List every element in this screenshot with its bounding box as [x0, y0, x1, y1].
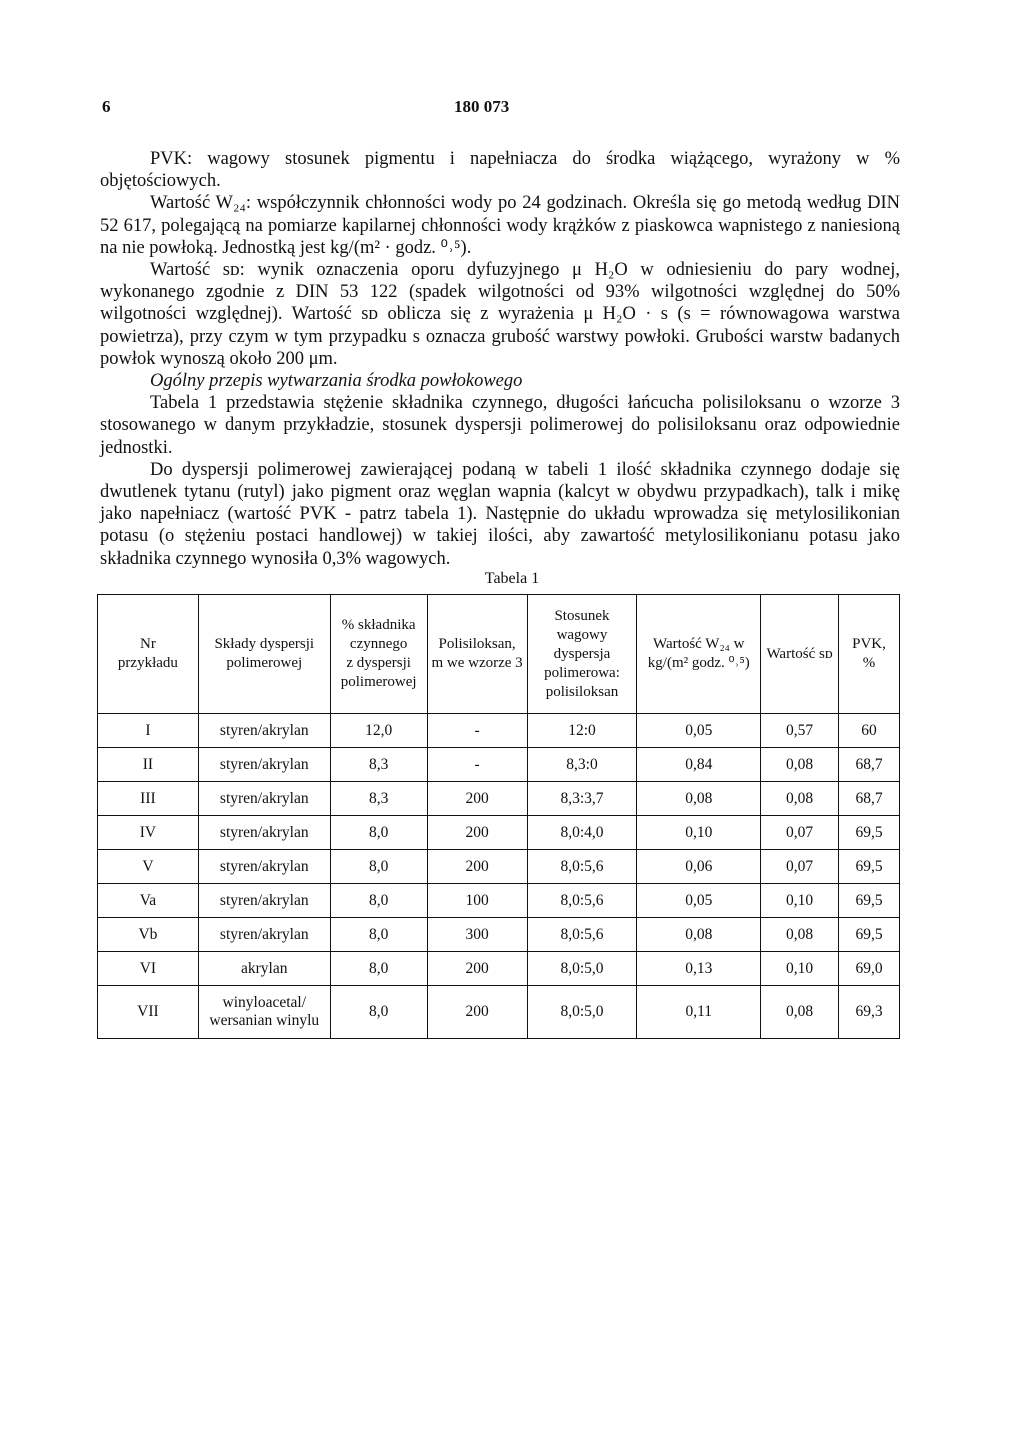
cell-procent: 8,0 [330, 986, 427, 1039]
cell-sklad: styren/akrylan [198, 918, 330, 952]
header-line: z dyspersji [346, 655, 411, 671]
cell-w24: 0,11 [637, 986, 761, 1039]
header-line: polisiloksan [545, 683, 619, 700]
cell-pvk: 69,5 [839, 884, 900, 918]
cell-pvk: 69,0 [839, 952, 900, 986]
body-text [100, 148, 900, 570]
header-line: m we wzorze 3 [431, 655, 523, 671]
cell-sklad: styren/akrylan [198, 884, 330, 918]
cell-pvk: 60 [839, 714, 900, 748]
cell-procent: 8,0 [330, 952, 427, 986]
header-sklady [198, 595, 330, 714]
header-line: % składnika [341, 617, 416, 633]
header-sd [761, 595, 839, 714]
header-procent [330, 595, 427, 714]
table-row [98, 952, 900, 986]
cell-m: 200 [427, 986, 527, 1039]
cell-m: 200 [427, 782, 527, 816]
cell-pvk: 69,3 [839, 986, 900, 1039]
cell-w24: 0,05 [637, 714, 761, 748]
cell-pvk: 69,5 [839, 816, 900, 850]
cell-nr: VII [98, 986, 199, 1039]
cell-sd: 0,07 [761, 850, 839, 884]
table-row [98, 748, 900, 782]
cell-nr: VI [98, 952, 199, 986]
cell-procent: 8,0 [330, 850, 427, 884]
header-stosunek [527, 595, 637, 714]
document-number: 180 073 [454, 97, 510, 116]
table-row [98, 816, 900, 850]
cell-nr: Va [98, 884, 199, 918]
paragraph-table-intro: Tabela 1 przedstawia stężenie składnika czynnego, długości łańcucha polisiloksanu o wzorze 3 stosowanego w danym przykładzie, stosunek dyspersji polimerowej do polisiloksanu oraz odpowiednie jednostki. [100, 393, 900, 458]
paragraph-procedure: Do dyspersji polimerowej zawierającej podaną w tabeli 1 ilość składnika czynnego dodaje się dwutlenek tytanu (rutyl) jako pigment oraz węglan wapnia (kalcyt w obydwu przypadkach), talk i mikę jako napełniacz (wartość PVK - patrz tabela 1). Następnie do układu wprowadza się metylosilikonian potasu (o stężeniu postaci handlowej) w takiej ilości, aby zawartość metylosilikonianu potasu jako składnika czynnego wynosiła 0,3% wagowych. [100, 459, 900, 569]
cell-w24: 0,05 [637, 884, 761, 918]
table-row [98, 884, 900, 918]
header-line: dyspersja [553, 645, 611, 662]
header-line: Stosunek [554, 607, 610, 624]
cell-sklad: styren/akrylan [198, 850, 330, 884]
header-line: PVK, [852, 636, 886, 652]
table-row [98, 850, 900, 884]
header-pvk [839, 595, 900, 714]
header-line: czynnego [349, 636, 408, 652]
header-line: Wartość W₂₄ w [653, 636, 745, 652]
header-line: Polisiloksan, [438, 636, 516, 652]
cell-stosunek: 8,0:5,6 [527, 884, 637, 918]
cell-sd: 0,07 [761, 816, 839, 850]
cell-m: 100 [427, 884, 527, 918]
cell-stosunek: 8,0:5,0 [527, 952, 637, 986]
cell-procent: 8,0 [330, 884, 427, 918]
cell-sd: 0,08 [761, 782, 839, 816]
cell-w24: 0,06 [637, 850, 761, 884]
cell-stosunek: 8,3:0 [527, 748, 637, 782]
cell-m: - [427, 714, 527, 748]
cell-procent: 12,0 [330, 714, 427, 748]
cell-procent: 8,0 [330, 918, 427, 952]
paragraph-w24: Wartość W₂₄: współczynnik chłonności wody po 24 godzinach. Określa się go metodą według DIN 52 617, polegającą na pomiarze kapilarnej chłonności wody krążków z piaskowca wapnistego z naniesioną na nie powłoką. Jednostką jest kg/(m² · godz. ⁰˒⁵). [100, 193, 900, 258]
cell-pvk: 68,7 [839, 782, 900, 816]
cell-nr: II [98, 748, 199, 782]
table-row [98, 782, 900, 816]
cell-m: 200 [427, 952, 527, 986]
cell-procent: 8,0 [330, 816, 427, 850]
data-table [97, 594, 900, 1039]
header-w24 [637, 595, 761, 714]
cell-stosunek: 8,0:5,6 [527, 850, 637, 884]
header-nr [98, 595, 199, 714]
header-line: przykładu [117, 655, 178, 671]
header-line: % [862, 655, 876, 671]
cell-procent: 8,3 [330, 782, 427, 816]
cell-sd: 0,08 [761, 748, 839, 782]
cell-stosunek: 8,0:5,6 [527, 918, 637, 952]
header-line: polimerowej [226, 655, 303, 671]
header-line: wagowy [556, 626, 608, 643]
cell-stosunek: 8,0:4,0 [527, 816, 637, 850]
cell-nr: III [98, 782, 199, 816]
header-line: Wartość sᴅ [766, 645, 833, 662]
page-number: 6 [102, 97, 111, 116]
header-line: kg/(m² godz. ⁰˒⁵) [647, 655, 750, 671]
section-heading: Ogólny przepis wytwarzania środka powłokowego [150, 371, 523, 392]
paragraph-sd: Wartość sᴅ: wynik oznaczenia oporu dyfuzyjnego μ H₂O w odniesieniu do pary wodnej, wykonanego zgodnie z DIN 53 122 (spadek wilgotności od 93% wilgotności względnej do 50% wilgotności względnej). Wartość sᴅ oblicza się z wyrażenia μ H₂O · s (s = równowagowa warstwa powietrza), przy czym w tym przypadku s oznacza grubość warstwy powłoki. Grubości warstw badanych powłok wynoszą około 200 μm. [100, 260, 900, 369]
cell-sklad: akrylan [198, 952, 330, 986]
cell-nr: IV [98, 816, 199, 850]
cell-sd: 0,08 [761, 918, 839, 952]
table-row [98, 714, 900, 748]
cell-w24: 0,84 [637, 748, 761, 782]
table-caption: Tabela 1 [484, 570, 540, 587]
cell-pvk: 68,7 [839, 748, 900, 782]
paragraph-pvk: PVK: wagowy stosunek pigmentu i napełniacza do środka wiążącego, wyrażony w % objętościowych. [100, 149, 900, 192]
table-header-row [98, 595, 900, 714]
cell-stosunek: 8,3:3,7 [527, 782, 637, 816]
cell-nr: V [98, 850, 199, 884]
cell-pvk: 69,5 [839, 918, 900, 952]
header-line: polimerowej [340, 674, 417, 690]
table-row [98, 986, 900, 1039]
cell-stosunek: 8,0:5,0 [527, 986, 637, 1039]
cell-sklad: winyloacetal/ wersanian winylu [198, 986, 330, 1039]
cell-stosunek: 12:0 [527, 714, 637, 748]
header-polisiloksan [427, 595, 527, 714]
cell-sd: 0,08 [761, 986, 839, 1039]
cell-sd: 0,10 [761, 884, 839, 918]
cell-m: - [427, 748, 527, 782]
cell-m: 200 [427, 816, 527, 850]
cell-sklad: styren/akrylan [198, 748, 330, 782]
table-row [98, 918, 900, 952]
cell-w24: 0,08 [637, 782, 761, 816]
cell-m: 200 [427, 850, 527, 884]
cell-m: 300 [427, 918, 527, 952]
cell-nr: I [98, 714, 199, 748]
header-line: Składy dyspersji [214, 636, 315, 652]
cell-sklad: styren/akrylan [198, 782, 330, 816]
cell-pvk: 69,5 [839, 850, 900, 884]
cell-sd: 0,10 [761, 952, 839, 986]
cell-w24: 0,10 [637, 816, 761, 850]
cell-sd: 0,57 [761, 714, 839, 748]
header-line: Nr [140, 636, 156, 652]
cell-w24: 0,13 [637, 952, 761, 986]
cell-w24: 0,08 [637, 918, 761, 952]
cell-procent: 8,3 [330, 748, 427, 782]
cell-sklad: styren/akrylan [198, 714, 330, 748]
header-line: polimerowa: [544, 664, 620, 681]
cell-sklad: styren/akrylan [198, 816, 330, 850]
cell-nr: Vb [98, 918, 199, 952]
